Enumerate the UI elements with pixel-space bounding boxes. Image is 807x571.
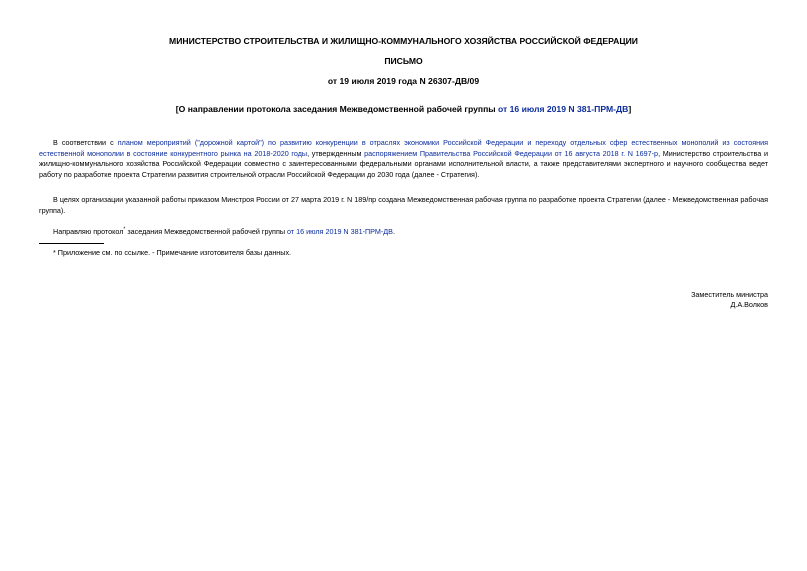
- paragraph-3-prefix: Направляю протокол: [53, 227, 124, 236]
- ministry-heading: МИНИСТЕРСТВО СТРОИТЕЛЬСТВА И ЖИЛИЩНО-КОММУНАЛЬНОГО ХОЗЯЙСТВА РОССИЙСКОЙ ФЕДЕРАЦИИ: [169, 36, 638, 46]
- date-number-heading: от 19 июля 2019 года N 26307-ДВ/09: [327, 76, 480, 86]
- paragraph-1-mid: , утвержденным: [307, 148, 365, 158]
- paragraph-3: [39, 227, 768, 238]
- paragraph-1: [39, 138, 768, 180]
- footnote-text: * Приложение см. по ссылке. - Примечание изготовителя базы данных.: [53, 248, 292, 257]
- paragraph-3-mid: заседания Межведомственной рабочей группы: [125, 227, 287, 236]
- footnote-divider: [39, 243, 104, 244]
- paragraph-2: В целях организации указанной работы приказом Минстроя России от 27 марта 2019 г. N 189/пр создана Межведомственная рабочая группа по разработке проекта Стратегии (далее - Межведомственная рабочая группа).: [39, 195, 768, 215]
- signature-position: Заместитель министра: [691, 290, 768, 299]
- footnote-mark: *: [123, 226, 126, 233]
- roadmap-plan-link[interactable]: планом мероприятий ("дорожной картой") по развитию конкуренции в отраслях экономики Российской Федерации и переходу отдельных сфер естественных монополий из состояния естественной монополии в состояние конкурентного рынка на 2018-2020 годы: [39, 138, 768, 158]
- document-type-heading: ПИСЬМО: [384, 56, 423, 66]
- government-order-link[interactable]: распоряжением Правительства Российской Федерации от 16 августа 2018 г. N 1697-р: [364, 148, 659, 158]
- subject-bracket-close: ]: [628, 104, 632, 114]
- subject-bracket-open: [: [175, 104, 179, 114]
- paragraph-1-prefix: В соответствии с: [53, 138, 118, 147]
- protocol-link[interactable]: от 16 июля 2019 N 381-ПРМ-ДВ: [287, 227, 393, 236]
- subject-text: О направлении протокола заседания Межведомственной рабочей группы: [178, 104, 499, 114]
- subject-heading: [0, 104, 807, 115]
- paragraph-1-suffix: , Министерство строительства и жилищно-коммунального хозяйства Российской Федерации совместно с заинтересованными федеральными органами исполнительной власти, а также представителями экспертного и научного сообщества ведет работу по разработке проекта Стратегии развития строительной отрасли Российской Федерации до 2030 года (далее - Стратегия).: [39, 148, 769, 179]
- paragraph-3-suffix: .: [392, 227, 395, 236]
- signature-name: Д.А.Волков: [730, 300, 768, 309]
- subject-protocol-link[interactable]: от 16 июля 2019 N 381-ПРМ-ДВ: [498, 104, 629, 114]
